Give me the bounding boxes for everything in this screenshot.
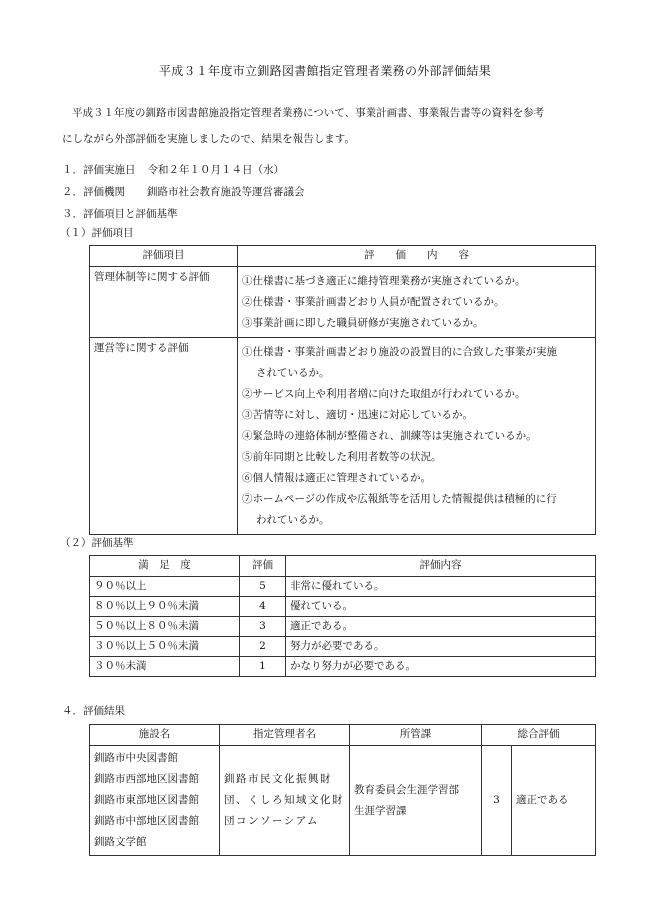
overall-rating-cell: 適正である <box>512 746 596 856</box>
evaluation-organization-value: 釧路市社会教育施設等運営審議会 <box>147 186 305 198</box>
table-row <box>90 617 596 637</box>
facility-name: 釧路市中部地区図書館 <box>94 815 199 827</box>
score-cell: 4 <box>240 597 286 617</box>
evaluation-date <box>62 164 284 177</box>
criteria-line: われているか。 <box>256 514 330 526</box>
facility-name: 釧路文学館 <box>94 836 147 848</box>
criteria-line: ②仕様書・事業計画書どおり人員が配置されているか。 <box>242 296 505 308</box>
evaluation-item-name: 管理体制等に関する評価 <box>90 267 238 338</box>
criteria-line: ⑦ホームページの作成や広報紙等を活用した情報提供は積極的に行 <box>242 493 557 505</box>
facility-name: 釧路市西部地区図書館 <box>94 773 199 785</box>
content-cell: 優れている。 <box>286 597 596 617</box>
evaluation-date-value: 令和２年１０月１４日（水） <box>147 164 284 176</box>
table-header-cell: 評価 <box>240 556 286 577</box>
content-cell: 適正である。 <box>286 617 596 637</box>
content-cell: かなり努力が必要である。 <box>286 657 596 677</box>
satisfaction-cell: ５０％以上８０％未満 <box>90 617 240 637</box>
evaluation-criteria-subheading: （２）評価基準 <box>60 537 134 549</box>
department-line: 生涯学習課 <box>354 804 407 817</box>
table-row <box>90 577 596 597</box>
table-header-cell: 評価項目 <box>90 246 238 267</box>
satisfaction-cell: ８０％以上９０％未満 <box>90 597 240 617</box>
overall-score-cell: 3 <box>482 746 512 856</box>
content-cell: 非常に優れている。 <box>286 577 596 597</box>
evaluation-item-name: 運営等に関する評価 <box>90 338 238 535</box>
table-row <box>90 597 596 617</box>
evaluation-organization <box>62 186 305 199</box>
table-header-cell: 満 足 度 <box>90 556 240 577</box>
page-title: 平成３１年度市立釧路図書館指定管理者業務の外部評価結果 <box>158 64 492 78</box>
evaluation-organization-label: ２．評価機関 <box>62 186 125 198</box>
criteria-line: ②サービス向上や利用者増に向けた取組が行われているか。 <box>242 388 526 400</box>
criteria-line: ③苦情等に対し、適切・迅速に対応しているか。 <box>242 409 473 421</box>
table-header-cell: 所管課 <box>350 725 482 746</box>
facility-names-cell <box>90 746 220 856</box>
criteria-line: ⑥個人情報は適正に管理されているか。 <box>242 472 431 484</box>
table-row <box>90 657 596 677</box>
department-line: 教育委員会生涯学習部 <box>354 783 459 796</box>
table-header-cell: 評価内容 <box>286 556 596 577</box>
criteria-line: ⑤前年同期と比較した利用者数等の状況。 <box>242 451 442 463</box>
score-cell: 5 <box>240 577 286 597</box>
evaluation-criteria-list <box>238 267 596 338</box>
table-header-cell: 施設名 <box>90 725 220 746</box>
evaluation-criteria-table <box>89 555 596 677</box>
intro-line-1: 平成３１年度の釧路市図書館施設指定管理者業務について、事業計画書、事業報告書等の資料を参考 <box>72 107 545 119</box>
criteria-line: ④緊急時の連絡体制が整備され、訓練等は実施されているか。 <box>242 430 537 442</box>
table-header-row <box>90 725 596 746</box>
score-cell: 1 <box>240 657 286 677</box>
criteria-line: ①仕様書に基づき適正に維持管理業務が実施されているか。 <box>242 275 526 287</box>
department-cell <box>350 746 482 856</box>
satisfaction-cell: ３０％以上５０％未満 <box>90 637 240 657</box>
facility-name: 釧路市中央図書館 <box>94 752 178 764</box>
table-row <box>90 746 596 856</box>
evaluation-items-subheading: （１）評価項目 <box>60 227 134 239</box>
table-header-cell: 評 価 内 容 <box>238 246 596 267</box>
evaluation-results-table <box>89 724 596 856</box>
evaluation-date-label: １．評価実施日 <box>62 164 136 176</box>
content-cell: 努力が必要である。 <box>286 637 596 657</box>
table-header-cell: 総合評価 <box>482 725 596 746</box>
manager-name-line: 団コンソーシアム <box>224 815 320 827</box>
table-row <box>90 267 596 338</box>
table-header-cell: 指定管理者名 <box>220 725 350 746</box>
intro-line-2: にしながら外部評価を実施しましたので、結果を報告します。 <box>62 133 355 145</box>
intro-paragraph <box>62 100 602 152</box>
satisfaction-cell: ３０％未満 <box>90 657 240 677</box>
criteria-line: ③事業計画に即した職員研修が実施されているか。 <box>242 317 484 329</box>
table-header-row <box>90 556 596 577</box>
criteria-line: されているか。 <box>256 367 330 379</box>
table-header-row <box>90 246 596 267</box>
evaluation-criteria-list <box>238 338 596 535</box>
table-row <box>90 637 596 657</box>
table-row <box>90 338 596 535</box>
manager-name-cell <box>220 746 350 856</box>
criteria-heading: ３．評価項目と評価基準 <box>62 208 178 220</box>
score-cell: 3 <box>240 617 286 637</box>
manager-name-line: 団、くしろ知域文化財 <box>224 794 344 806</box>
criteria-line: ①仕様書・事業計画書どおり施設の設置目的に合致した事業が実施 <box>242 346 557 358</box>
facility-name: 釧路市東部地区図書館 <box>94 794 199 806</box>
score-cell: 2 <box>240 637 286 657</box>
satisfaction-cell: ９０％以上 <box>90 577 240 597</box>
results-heading: ４．評価結果 <box>62 705 125 717</box>
manager-name-line: 釧路市民文化振興財 <box>224 773 332 785</box>
evaluation-items-table <box>89 245 596 535</box>
